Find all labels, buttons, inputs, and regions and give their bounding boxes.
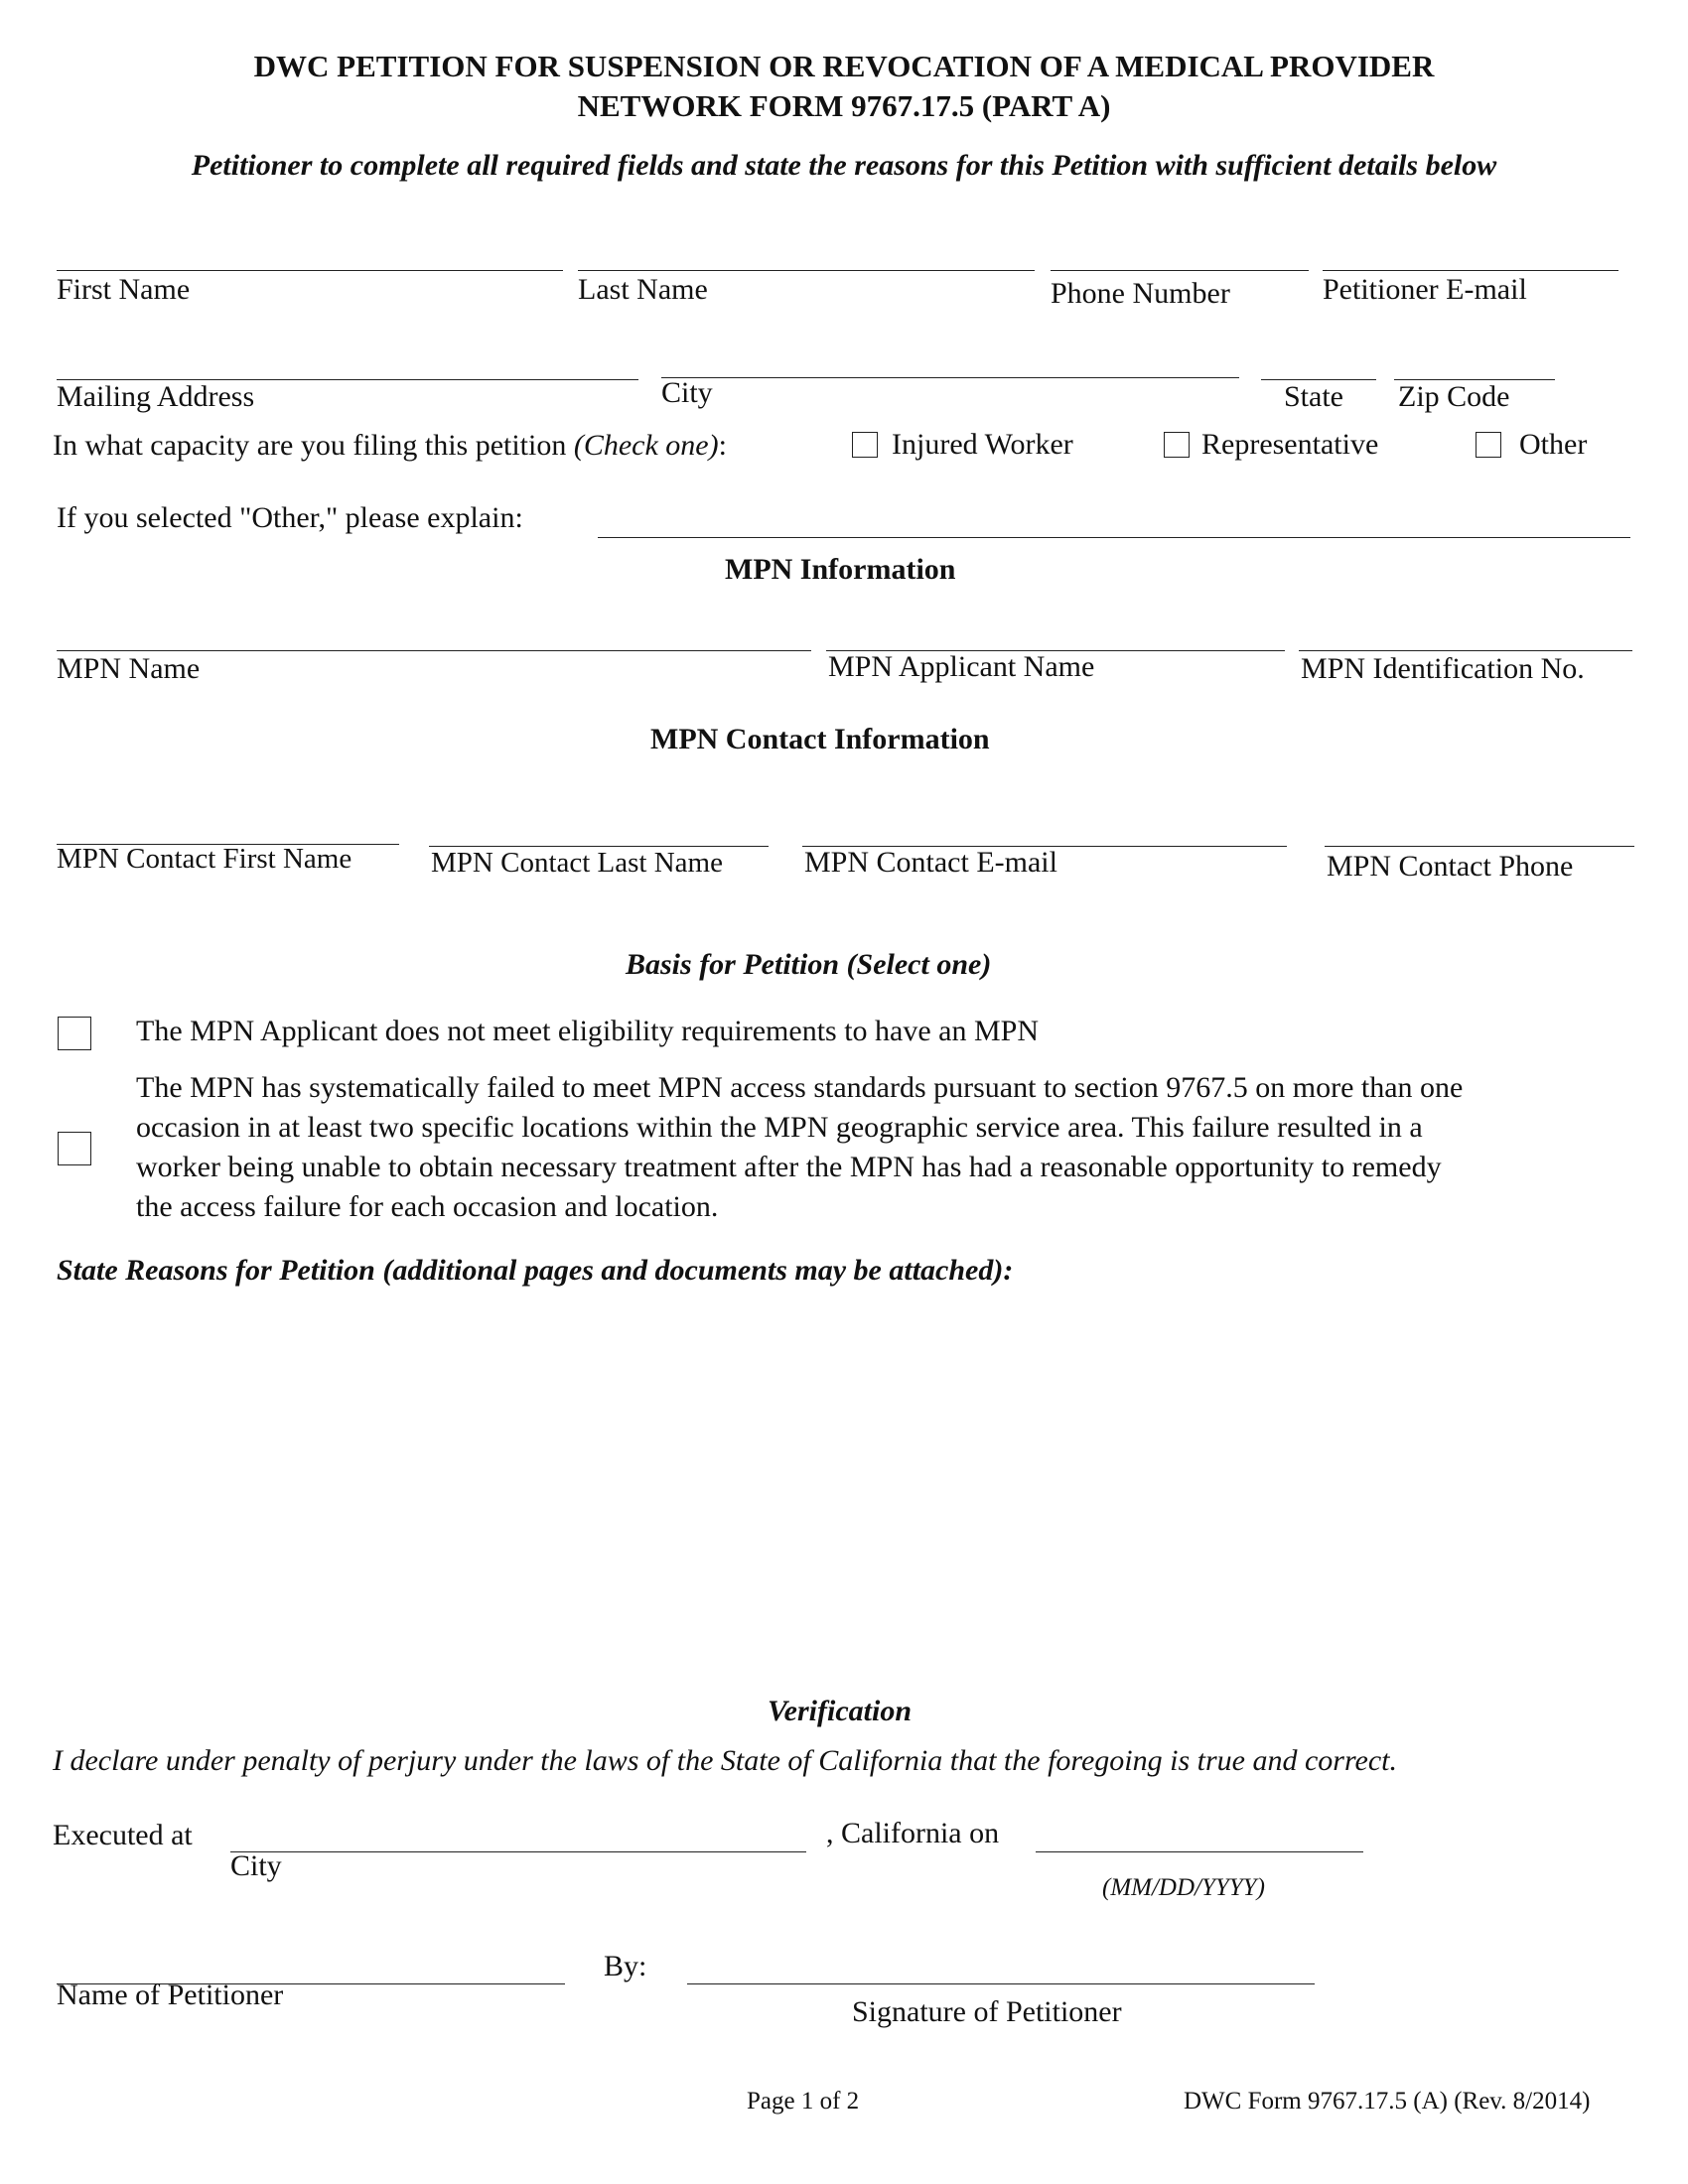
petitioner-email-label: Petitioner E-mail [1323,273,1527,306]
petitioner-email-field[interactable] [1323,270,1618,271]
basis-option2-checkbox[interactable] [58,1132,91,1165]
zip-code-label: Zip Code [1398,380,1510,413]
basis-option2-line2: occasion in at least two specific locations within the MPN geographic service area. This failure resulted in a [136,1111,1423,1144]
petitioner-signature-label: Signature of Petitioner [852,1995,1122,2028]
mpn-information-heading: MPN Information [725,553,956,586]
petitioner-name-label: Name of Petitioner [57,1979,284,2011]
state-label: State [1284,380,1343,413]
basis-option2-line1: The MPN has systematically failed to meet MPN access standards pursuant to section 9767.5 on more than one [136,1071,1464,1104]
other-explain-label: If you selected "Other," please explain: [57,501,523,534]
last-name-field[interactable] [578,270,1035,271]
mpn-name-field[interactable] [57,650,811,651]
basis-option1-text: The MPN Applicant does not meet eligibility requirements to have an MPN [136,1015,1040,1047]
phone-number-label: Phone Number [1051,277,1230,310]
california-on-label: , California on [826,1817,1000,1849]
representative-checkbox[interactable] [1164,432,1190,458]
petitioner-signature-field[interactable] [687,1983,1315,1984]
form-id: DWC Form 9767.17.5 (A) (Rev. 8/2014) [1184,2088,1591,2115]
verification-declaration: I declare under penalty of perjury under the laws of the State of California that the foregoing is true and correct. [53,1744,1397,1777]
form-title-line2: NETWORK FORM 9767.17.5 (PART A) [577,88,1111,123]
page-number: Page 1 of 2 [747,2088,860,2115]
phone-number-field[interactable] [1051,270,1309,271]
executed-at-label: Executed at [53,1819,193,1851]
basis-option1-checkbox[interactable] [58,1017,91,1050]
other-label: Other [1519,428,1588,461]
other-explain-field[interactable] [598,537,1630,538]
by-label: By: [604,1950,647,1982]
city-field[interactable] [661,377,1239,378]
other-checkbox[interactable] [1476,432,1501,458]
injured-worker-checkbox[interactable] [852,432,878,458]
reasons-text-area[interactable] [57,1300,1630,1658]
capacity-prompt-text: In what capacity are you filing this petition [53,429,567,462]
capacity-check-one: (Check one) [573,429,719,462]
execution-date-field[interactable] [1036,1851,1363,1852]
basis-option2-text [136,1068,1463,1227]
reasons-heading: State Reasons for Petition (additional pages and documents may be attached): [57,1254,1014,1287]
mpn-contact-heading: MPN Contact Information [650,723,990,755]
executed-city-field[interactable] [230,1851,806,1852]
basis-option2-line3: worker being unable to obtain necessary treatment after the MPN has had a reasonable opportunity to remedy [136,1151,1442,1183]
mpn-contact-phone-label: MPN Contact Phone [1327,850,1574,883]
mpn-identification-label: MPN Identification No. [1301,652,1585,685]
mpn-name-label: MPN Name [57,652,201,685]
executed-city-label: City [230,1849,282,1882]
first-name-label: First Name [57,273,191,306]
mpn-identification-field[interactable] [1299,650,1632,651]
capacity-prompt [53,429,727,463]
mailing-address-label: Mailing Address [57,380,255,413]
verification-heading: Verification [768,1695,913,1727]
form-instructions: Petitioner to complete all required fields and state the reasons for this Petition with sufficient details below [191,149,1497,182]
last-name-label: Last Name [578,273,708,306]
representative-label: Representative [1201,428,1379,461]
mpn-applicant-name-label: MPN Applicant Name [828,650,1095,683]
basis-option2-line4: the access failure for each occasion and location. [136,1190,719,1223]
mpn-contact-first-name-label: MPN Contact First Name [57,843,352,875]
date-format-hint: (MM/DD/YYYY) [1102,1874,1265,1901]
injured-worker-label: Injured Worker [892,428,1073,461]
basis-heading: Basis for Petition (Select one) [626,948,992,981]
first-name-field[interactable] [57,270,563,271]
mpn-contact-phone-field[interactable] [1325,846,1634,847]
mpn-contact-email-label: MPN Contact E-mail [804,846,1057,879]
form-title-line1: DWC PETITION FOR SUSPENSION OR REVOCATION OF A MEDICAL PROVIDER [253,49,1435,83]
capacity-colon: : [718,429,727,462]
city-label: City [661,376,713,409]
mpn-contact-last-name-label: MPN Contact Last Name [431,847,723,879]
